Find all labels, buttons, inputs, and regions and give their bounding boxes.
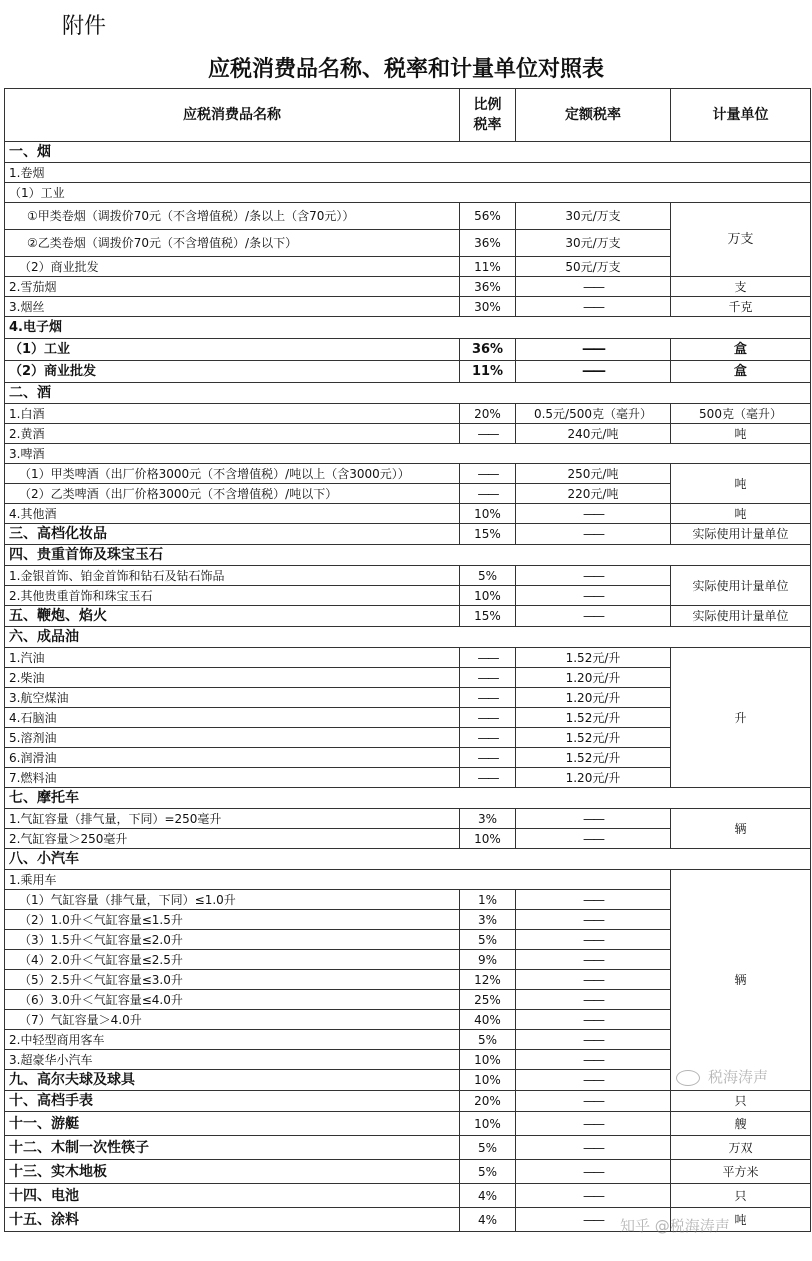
header-name: 应税消费品名称 bbox=[5, 89, 460, 142]
section-row: 七、摩托车 bbox=[5, 788, 811, 809]
annex-label: 附件 bbox=[62, 14, 107, 39]
table-row: 3.航空煤油 —— 1.20元/升 bbox=[5, 688, 811, 708]
table-row: 5.溶剂油 —— 1.52元/升 bbox=[5, 728, 811, 748]
tax-rate-table bbox=[4, 88, 811, 1232]
table-row: （7）气缸容量＞4.0升 40% —— bbox=[5, 1010, 811, 1030]
table-row: 3.啤酒 bbox=[5, 444, 811, 464]
watermark-mid: 税海涛声 bbox=[708, 1068, 769, 1086]
table-row: （6）3.0升＜气缸容量≤4.0升 25% —— bbox=[5, 990, 811, 1010]
table-row: 2.雪茄烟 36% —— 支 bbox=[5, 277, 811, 297]
table-row: 2.气缸容量＞250毫升 10% —— bbox=[5, 829, 811, 849]
table-row: （1）气缸容量（排气量，下同）≤1.0升 1% —— bbox=[5, 890, 811, 910]
header-rate: 比例 税率 bbox=[460, 89, 516, 142]
section-row: 四、贵重首饰及珠宝玉石 bbox=[5, 545, 811, 566]
table-row: 4.其他酒 10% —— 吨 bbox=[5, 504, 811, 524]
table-row: （5）2.5升＜气缸容量≤3.0升 12% —— bbox=[5, 970, 811, 990]
table-row: 1.白酒 20% 0.5元/500克（毫升） 500克（毫升） bbox=[5, 404, 811, 424]
table-row: 2.黄酒 —— 240元/吨 吨 bbox=[5, 424, 811, 444]
table-row: （2）1.0升＜气缸容量≤1.5升 3% —— bbox=[5, 910, 811, 930]
section-row: 一、烟 bbox=[5, 142, 811, 163]
section-row: 三、高档化妆品 15% —— 实际使用计量单位 bbox=[5, 524, 811, 545]
section-row: 八、小汽车 bbox=[5, 849, 811, 870]
table-row: （1）甲类啤酒（出厂价格3000元（不含增值税）/吨以上（含3000元）） —— 250元/吨 吨 bbox=[5, 464, 811, 484]
table-row: （2）乙类啤酒（出厂价格3000元（不含增值税）/吨以下） —— 220元/吨 bbox=[5, 484, 811, 504]
section-row: 十四、电池 4% —— 只 bbox=[5, 1184, 811, 1208]
table-row: （2）商业批发 11% 50元/万支 bbox=[5, 257, 811, 277]
section-row: 十一、游艇 10% —— 艘 bbox=[5, 1112, 811, 1136]
table-header-row bbox=[5, 89, 811, 142]
table-row: 3.烟丝 30% —— 千克 bbox=[5, 297, 811, 317]
table-row: （3）1.5升＜气缸容量≤2.0升 5% —— bbox=[5, 930, 811, 950]
table-row: 2.其他贵重首饰和珠宝玉石 10% —— bbox=[5, 586, 811, 606]
section-row: 六、成品油 bbox=[5, 627, 811, 648]
table-row: 4.石脑油 —— 1.52元/升 bbox=[5, 708, 811, 728]
section-row: 十、高档手表 20% —— 只 bbox=[5, 1091, 811, 1112]
section-row: 九、高尔夫球及球具 10% —— bbox=[5, 1070, 811, 1091]
section-row: 二、酒 bbox=[5, 383, 811, 404]
section-row: 五、鞭炮、焰火 15% —— 实际使用计量单位 bbox=[5, 606, 811, 627]
table-row: （1）工业 36% —— 盒 bbox=[5, 339, 811, 361]
table-row: （2）商业批发 11% —— 盒 bbox=[5, 361, 811, 383]
table-row: 1.卷烟 bbox=[5, 163, 811, 183]
table-row: 2.柴油 —— 1.20元/升 bbox=[5, 668, 811, 688]
table-row: 1.气缸容量（排气量，下同）=250毫升 3% —— 辆 bbox=[5, 809, 811, 829]
header-unit: 计量单位 bbox=[671, 89, 811, 142]
section-row: 十五、涂料 4% —— 吨 bbox=[5, 1208, 811, 1232]
document-title: 应税消费品名称、税率和计量单位对照表 bbox=[207, 56, 604, 82]
header-fixed: 定额税率 bbox=[516, 89, 671, 142]
table-row: （1）工业 bbox=[5, 183, 811, 203]
table-row: 7.燃料油 —— 1.20元/升 bbox=[5, 768, 811, 788]
table-row: 1.金银首饰、铂金首饰和钻石及钻石饰品 5% —— 实际使用计量单位 bbox=[5, 566, 811, 586]
watermark-logo-icon bbox=[676, 1070, 700, 1086]
table-row: 2.中轻型商用客车 5% —— bbox=[5, 1030, 811, 1050]
section-row: 十三、实木地板 5% —— 平方米 bbox=[5, 1160, 811, 1184]
table-row: ①甲类卷烟（调拨价70元（不含增值税）/条以上（含70元）） 56% 30元/万支 万支 bbox=[5, 203, 811, 230]
table-row: 6.润滑油 —— 1.52元/升 bbox=[5, 748, 811, 768]
watermark-prefix: 知乎 @ bbox=[620, 1217, 670, 1235]
table-row: （4）2.0升＜气缸容量≤2.5升 9% —— bbox=[5, 950, 811, 970]
table-row: 4.电子烟 bbox=[5, 317, 811, 339]
table-row: 3.超豪华小汽车 10% —— bbox=[5, 1050, 811, 1070]
section-row: 十二、木制一次性筷子 5% —— 万双 bbox=[5, 1136, 811, 1160]
watermark-name: 税海涛声 bbox=[669, 1217, 730, 1235]
table-row: ②乙类卷烟（调拨价70元（不含增值税）/条以下） 36% 30元/万支 bbox=[5, 230, 811, 257]
table-row: 1.乘用车 辆 bbox=[5, 870, 811, 890]
table-row: 1.汽油 —— 1.52元/升 升 bbox=[5, 648, 811, 668]
